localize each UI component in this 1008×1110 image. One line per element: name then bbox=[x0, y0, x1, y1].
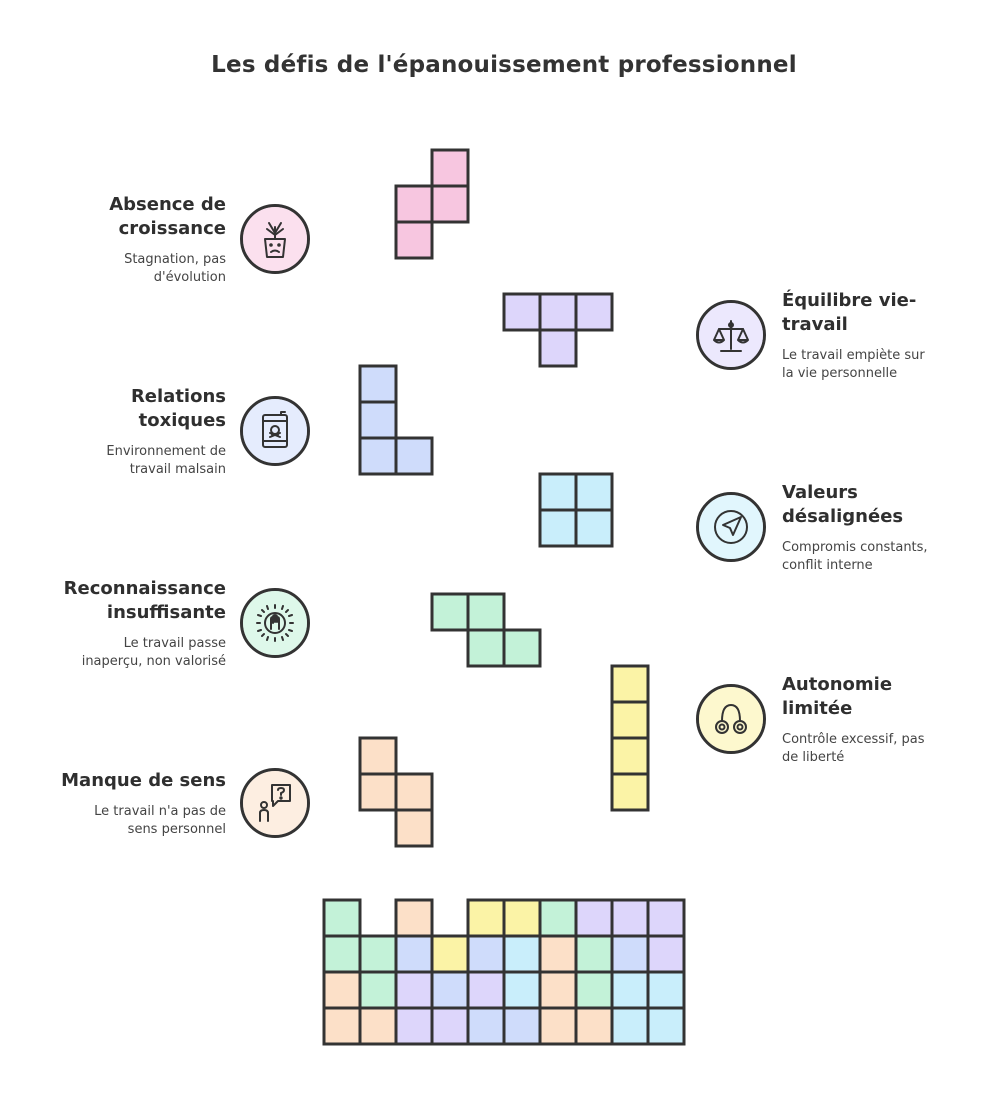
person-question-icon bbox=[243, 771, 307, 835]
challenge-title: travail bbox=[782, 314, 848, 335]
challenge-title: Reconnaissance bbox=[63, 578, 226, 599]
stack-cell bbox=[576, 900, 612, 936]
stack-cell bbox=[468, 936, 504, 972]
challenge-title: désalignées bbox=[782, 506, 904, 527]
stack-cell bbox=[612, 972, 648, 1008]
tetromino-cell bbox=[504, 294, 540, 330]
challenge-label-autonomie bbox=[782, 673, 997, 767]
tetromino-cell bbox=[468, 594, 504, 630]
tetromino-green-z bbox=[432, 594, 540, 666]
challenge-description: d'évolution bbox=[153, 270, 226, 285]
tetromino-cell bbox=[432, 150, 468, 186]
stack-cell bbox=[612, 900, 648, 936]
tetromino-cell bbox=[576, 510, 612, 546]
stack-cell bbox=[540, 900, 576, 936]
tetromino-cell bbox=[360, 402, 396, 438]
stack-cell bbox=[540, 936, 576, 972]
challenge-title: limitée bbox=[782, 698, 853, 719]
tetromino-cell bbox=[360, 774, 396, 810]
stack-cell bbox=[576, 972, 612, 1008]
stack-cell bbox=[360, 1008, 396, 1044]
challenge-circle-autonomie bbox=[696, 684, 766, 754]
tetromino-cell bbox=[612, 774, 648, 810]
stack-cell bbox=[540, 972, 576, 1008]
challenge-label-sens bbox=[6, 769, 226, 839]
tetromino-blue-l bbox=[360, 366, 432, 474]
challenge-label-reconnaissance bbox=[6, 577, 226, 671]
stack-cell bbox=[504, 936, 540, 972]
stack-cell bbox=[360, 972, 396, 1008]
tetromino-cell bbox=[468, 630, 504, 666]
challenge-title: Valeurs bbox=[782, 482, 858, 503]
challenge-description: Contrôle excessif, pas bbox=[782, 732, 925, 747]
tetris-stack bbox=[324, 900, 684, 1044]
navigation-arrow-icon bbox=[699, 495, 763, 559]
challenge-title: Relations bbox=[130, 386, 226, 407]
stack-cell bbox=[324, 900, 360, 936]
tetromino-cell bbox=[540, 330, 576, 366]
challenge-title: Manque de sens bbox=[61, 770, 226, 791]
stack-cell bbox=[612, 936, 648, 972]
tetromino-cell bbox=[612, 702, 648, 738]
challenge-circle-reconnaissance bbox=[240, 588, 310, 658]
challenge-description: Le travail empiète sur bbox=[782, 348, 925, 363]
stack-cell bbox=[504, 1008, 540, 1044]
challenge-description: Compromis constants, bbox=[782, 540, 928, 555]
challenge-description: Stagnation, pas bbox=[124, 252, 226, 267]
stack-cell bbox=[432, 972, 468, 1008]
stack-cell bbox=[468, 972, 504, 1008]
stack-cell bbox=[324, 1008, 360, 1044]
challenge-title: Absence de bbox=[109, 194, 226, 215]
stack-cell bbox=[432, 1008, 468, 1044]
stack-cell bbox=[612, 1008, 648, 1044]
stack-cell bbox=[540, 1008, 576, 1044]
tetromino-cell bbox=[396, 810, 432, 846]
challenge-label-relations bbox=[6, 385, 226, 479]
tetromino-cell bbox=[576, 294, 612, 330]
page-title: Les défis de l'épanouissement professionnel bbox=[211, 52, 797, 78]
sad-plant-icon bbox=[243, 207, 307, 271]
challenge-title: Équilibre vie- bbox=[782, 290, 917, 311]
tetromino-cell bbox=[360, 366, 396, 402]
tetromino-cell bbox=[360, 738, 396, 774]
challenge-label-valeurs bbox=[782, 481, 997, 575]
stack-cell bbox=[504, 900, 540, 936]
challenge-circle-equilibre bbox=[696, 300, 766, 370]
challenge-label-croissance bbox=[6, 193, 226, 287]
handcuffs-icon bbox=[699, 687, 763, 751]
stack-cell bbox=[468, 900, 504, 936]
tetromino-cell bbox=[432, 186, 468, 222]
stack-cell bbox=[648, 936, 684, 972]
tetromino-pink-s bbox=[396, 150, 468, 258]
challenge-description: sens personnel bbox=[127, 822, 226, 837]
tetromino-cell bbox=[540, 510, 576, 546]
stack-cell bbox=[324, 972, 360, 1008]
challenge-circle-croissance bbox=[240, 204, 310, 274]
tetromino-cell bbox=[396, 222, 432, 258]
stack-cell bbox=[648, 972, 684, 1008]
stack-cell bbox=[468, 1008, 504, 1044]
challenge-description: conflit interne bbox=[782, 558, 873, 573]
tetromino-yellow-i bbox=[612, 666, 648, 810]
tetromino-cyan-o bbox=[540, 474, 612, 546]
challenge-title: croissance bbox=[118, 218, 226, 239]
challenge-description: de liberté bbox=[782, 750, 845, 765]
challenge-description: la vie personnelle bbox=[782, 366, 898, 381]
challenge-description: travail malsain bbox=[129, 462, 226, 477]
balance-scale-icon bbox=[699, 303, 763, 367]
tetromino-cell bbox=[504, 630, 540, 666]
tetromino-cell bbox=[612, 666, 648, 702]
stack-cell bbox=[576, 1008, 612, 1044]
tetromino-cell bbox=[540, 474, 576, 510]
tetromino-cell bbox=[576, 474, 612, 510]
tetromino-peach-s bbox=[360, 738, 432, 846]
challenge-circle-relations bbox=[240, 396, 310, 466]
stack-cell bbox=[396, 936, 432, 972]
challenge-title: Autonomie bbox=[782, 674, 893, 695]
radiant-hand-icon bbox=[243, 591, 307, 655]
challenge-description: Environnement de bbox=[106, 444, 226, 459]
challenge-description: Le travail n'a pas de bbox=[94, 804, 226, 819]
toxic-barrel-icon bbox=[243, 399, 307, 463]
stack-cell bbox=[324, 936, 360, 972]
tetromino-cell bbox=[396, 774, 432, 810]
stack-cell bbox=[576, 936, 612, 972]
challenge-title: toxiques bbox=[138, 410, 226, 431]
challenge-circle-sens bbox=[240, 768, 310, 838]
stack-cell bbox=[432, 936, 468, 972]
stack-cell bbox=[396, 972, 432, 1008]
stack-cell bbox=[504, 972, 540, 1008]
tetromino-cell bbox=[432, 594, 468, 630]
stack-cell bbox=[648, 900, 684, 936]
stack-cell bbox=[648, 1008, 684, 1044]
challenge-label-equilibre bbox=[782, 289, 997, 383]
stack-cell bbox=[360, 936, 396, 972]
tetromino-cell bbox=[396, 186, 432, 222]
stack-cell bbox=[396, 1008, 432, 1044]
challenge-description: Le travail passe bbox=[123, 636, 226, 651]
challenge-circle-valeurs bbox=[696, 492, 766, 562]
tetromino-cell bbox=[612, 738, 648, 774]
challenge-description: inaperçu, non valorisé bbox=[81, 654, 226, 669]
stack-cell bbox=[396, 900, 432, 936]
tetromino-cell bbox=[360, 438, 396, 474]
tetromino-cell bbox=[396, 438, 432, 474]
tetromino-cell bbox=[540, 294, 576, 330]
challenge-title: insuffisante bbox=[106, 602, 226, 623]
tetromino-lavender-t bbox=[504, 294, 612, 366]
